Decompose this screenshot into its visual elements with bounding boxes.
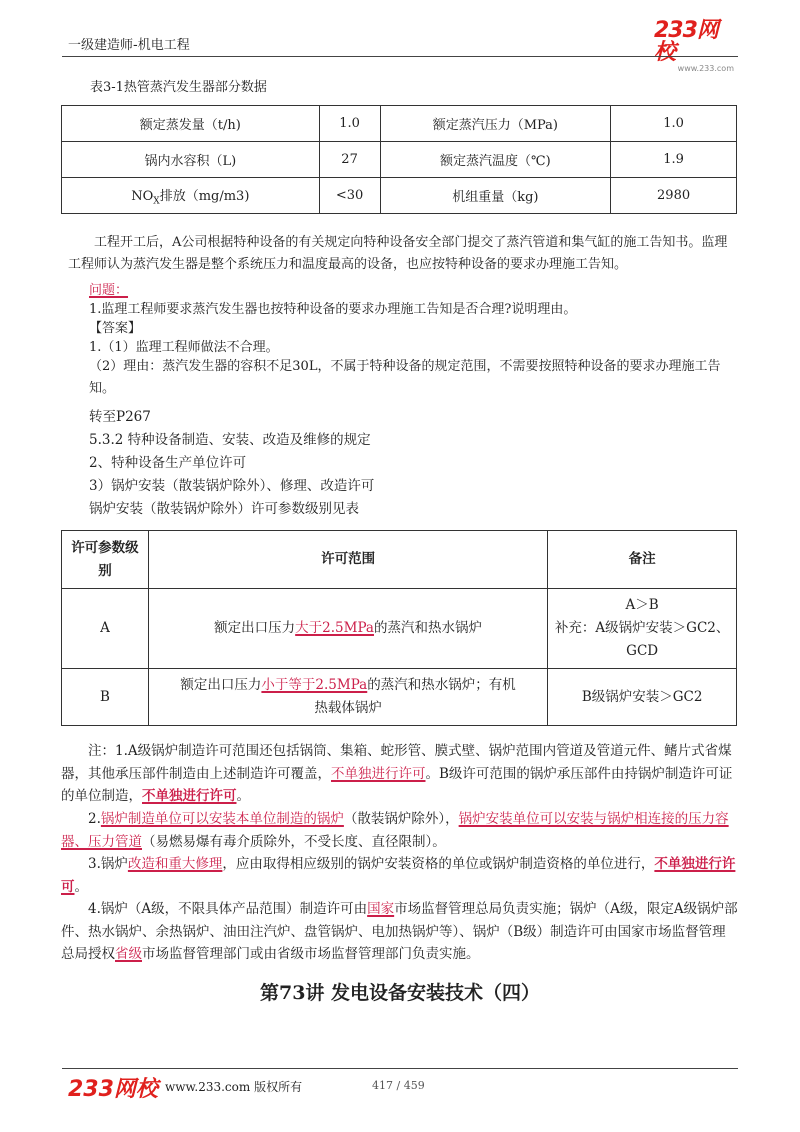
note-text: 2. (88, 811, 101, 827)
table-cell: 额定蒸汽温度（℃) (380, 142, 611, 178)
column-header: 许可范围 (148, 531, 547, 589)
steam-generator-table (61, 105, 737, 214)
brand-logo-text: 233网校 (654, 18, 718, 65)
nox-label: 排放（mg/m3) (159, 188, 250, 204)
scope-text: 额定出口压力 (214, 620, 296, 636)
footer-logo: 233网校 (68, 1077, 158, 1102)
table-cell: 锅内水容积（L) (62, 142, 320, 178)
brand-logo (654, 18, 734, 73)
note-line: 补充：A级锅炉安装＞GC2、 (554, 620, 730, 636)
boiler-license-table (61, 530, 737, 726)
table-row (62, 589, 737, 669)
table-cell: 1.0 (611, 106, 737, 142)
note-line: A＞B (625, 597, 659, 613)
column-header: 备注 (548, 531, 737, 589)
nox-prefix: NO (131, 188, 154, 204)
scope-highlight: 大于2.5MPa (295, 620, 374, 636)
note-4 (61, 898, 738, 966)
section-532: 5.3.2 特种设备制造、安装、改造及维修的规定 (89, 432, 371, 448)
table-cell: 1.0 (319, 106, 380, 142)
table1-caption: 表3-1热管蒸汽发生器部分数据 (90, 80, 267, 95)
scope-text: 额定出口压力 (180, 677, 262, 693)
scope-highlight: 小于等于2.5MPa (261, 677, 368, 693)
note-text: 4.锅炉（A级，不限具体产品范围）制造许可由 (88, 901, 368, 917)
note-highlight: 锅炉安装单位可以安装与锅炉相连接的压力容器、压力管道 (61, 811, 729, 850)
scope-cell (148, 669, 547, 726)
note-highlight: 不单独进行许可 (142, 788, 237, 804)
question-text: 1.监理工程师要求蒸汽发生器也按特种设备的要求办理施工告知是否合理?说明理由。 (89, 302, 577, 317)
table-row (62, 106, 737, 142)
note-text: ，应由取得相应级别的锅炉安装资格的单位或锅炉制造资格的单位进行， (222, 856, 655, 872)
note-3 (61, 853, 738, 898)
lecture-title: 第73讲 发电设备安装技术（四） (259, 982, 541, 1004)
note-highlight: 锅炉制造单位可以安装本单位制造的锅炉 (100, 811, 344, 827)
brand-logo-url: www.233.com (677, 64, 734, 73)
table-cell: 机组重量（kg) (380, 178, 611, 214)
note-text: 市场监督管理总局负责实施；锅炉（A级，限定A级锅炉部件、热水锅炉、余热锅炉、油田注汽炉、盘管锅炉、电加热锅炉等）、锅炉（B级）制造许可由国家市场监督管理总局授权 (61, 901, 738, 962)
note-text: 市场监督管理部门或由省级市场监督管理部门负责实施。 (142, 946, 480, 962)
note-text: 。 (74, 878, 88, 895)
note-text: 。 (236, 788, 250, 804)
note-highlight: 不单独进行许可 (331, 765, 426, 782)
note-text: （散装锅炉除外）， (343, 811, 459, 827)
answer-line-2 (89, 356, 736, 400)
nox-subscript: X (153, 196, 160, 207)
note-line: GCD (626, 643, 659, 659)
table-header-row (62, 531, 737, 589)
header-divider (62, 56, 738, 57)
level-cell: B (62, 669, 149, 726)
table-cell: 2980 (611, 178, 737, 214)
section-3: 3）锅炉安装（散装锅炉除外）、修理、改造许可 (89, 478, 375, 494)
goto-page: 转至P267 (89, 409, 151, 425)
answer-line-1: 1.（1）监理工程师做法不合理。 (89, 340, 279, 355)
answer-line-2-text: （2）理由：蒸汽发生器的容积不足30L，不属于特种设备的规定范围，不需要按照特种设备的要求办理施工告知。 (89, 359, 721, 396)
note-highlight: 省级 (115, 946, 142, 962)
section-2: 2、特种设备生产单位许可 (89, 455, 247, 471)
scope-text: 的蒸汽和热水锅炉；有机热载体锅炉 (314, 677, 516, 716)
note-cell: B级锅炉安装＞GC2 (548, 669, 737, 726)
note-highlight: 国家 (367, 901, 395, 917)
column-header: 许可参数级别 (62, 531, 149, 589)
footer-copyright: www.233.com 版权所有 (165, 1080, 303, 1094)
page-number: 417 / 459 (372, 1079, 425, 1092)
note-text: 3.锅炉 (88, 856, 128, 872)
note-text: 。B级许可范围的锅炉承压部件由持锅炉制造许可证的单位制造， (61, 765, 733, 804)
table-row (62, 142, 737, 178)
table-cell: 1.9 (611, 142, 737, 178)
section-intro: 锅炉安装（散装锅炉除外）许可参数级别见表 (89, 501, 359, 517)
answer-label: 【答案】 (89, 321, 142, 336)
header-title: 一级建造师-机电工程 (68, 38, 190, 53)
footer-divider (62, 1068, 738, 1069)
note-text: （易燃易爆有毒介质除外，不受长度、直径限制）。 (142, 833, 446, 850)
note-text: 注：1.A级锅炉制造许可范围还包括锅筒、集箱、蛇形管、膜式壁、锅炉范围内管道及管道元件、鳍片式省煤器，其他承压部件制造由上述制造许可覆盖， (61, 743, 732, 782)
table-cell: 额定蒸汽压力（MPa) (380, 106, 611, 142)
table-cell (62, 178, 320, 214)
note-cell (548, 589, 737, 669)
scope-cell (148, 589, 547, 669)
note-highlight: 不单独进行许可 (61, 856, 736, 895)
case-paragraph: 工程开工后，A公司根据特种设备的有关规定向特种设备安全部门提交了蒸汽管道和集气缸的施工告知书。监理工程师认为蒸汽发生器是整个系统压力和温度最高的设备，也应按特种设备的要求办理施工告知。 (68, 235, 728, 272)
note-highlight: 改造和重大修理 (127, 856, 223, 872)
question-label: 问题： (89, 283, 129, 298)
level-cell: A (62, 589, 149, 669)
table-cell: 27 (319, 142, 380, 178)
table-cell: 额定蒸发量（t/h) (62, 106, 320, 142)
note-2 (61, 808, 738, 853)
note-1 (61, 740, 738, 808)
table-row (62, 669, 737, 726)
scope-text: 的蒸汽和热水锅炉 (373, 620, 482, 636)
table-cell: <30 (319, 178, 380, 214)
table-row (62, 178, 737, 214)
